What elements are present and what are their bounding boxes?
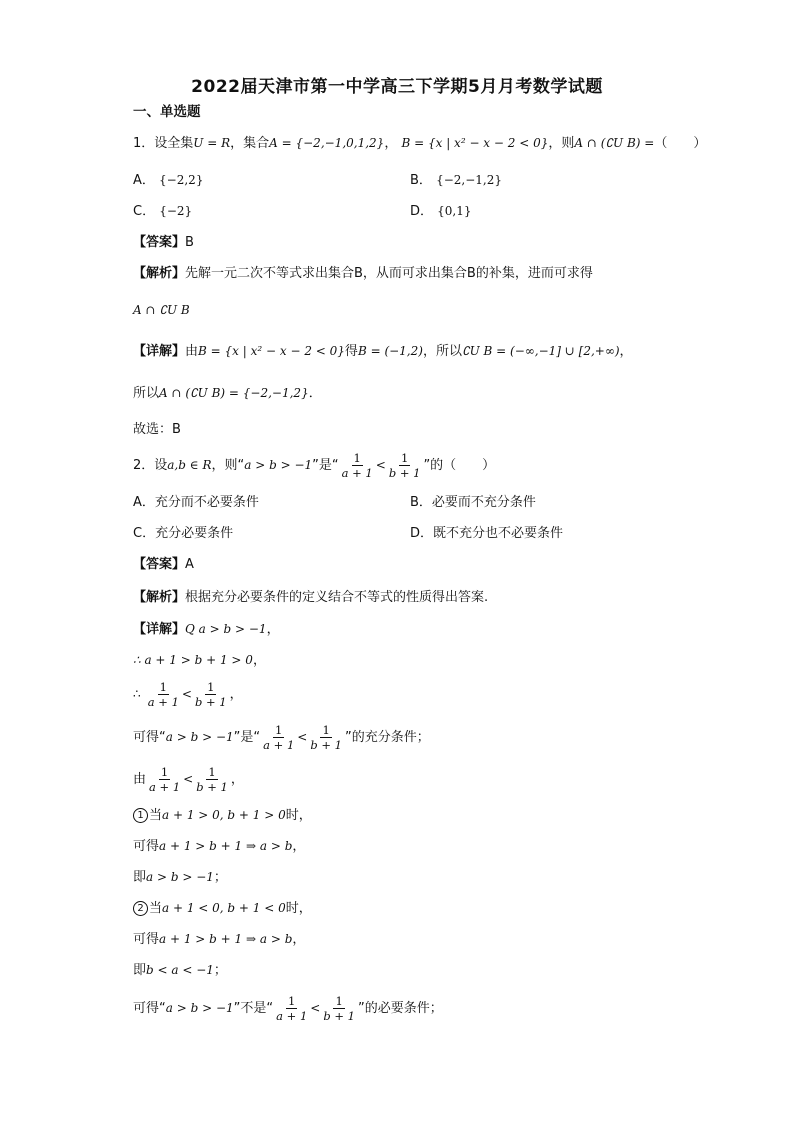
q2-detail-line1 xyxy=(133,620,280,639)
frac-num: 1 xyxy=(207,680,215,694)
detail-math: a + 1 < 0, b + 1 < 0 xyxy=(162,901,286,915)
q2-detail-line8 xyxy=(133,868,227,887)
detail-math: a + 1 > 0, b + 1 > 0 xyxy=(162,808,286,822)
detail-math: a > b > −1 xyxy=(165,730,234,744)
answer-tag: 【答案】 xyxy=(133,557,186,572)
detail-text: 时， xyxy=(285,901,312,916)
fraction xyxy=(194,765,230,794)
detail-math: a > b > −1 xyxy=(165,1001,234,1015)
q1-option-a xyxy=(133,171,203,190)
detail-math: a + 1 > b + 1 ⇒ a > b xyxy=(159,932,293,946)
q2-detail-line7 xyxy=(133,837,305,856)
option-label: C． xyxy=(133,204,156,219)
answer-tag: 【答案】 xyxy=(133,235,186,250)
option-label: A． xyxy=(133,173,155,188)
q1-analysis-cont xyxy=(133,301,190,320)
q2-detail-line10 xyxy=(133,930,305,949)
q2-text: ”是“ xyxy=(312,458,339,473)
q1-choose: 故选：B xyxy=(133,422,181,437)
q2-option-a: A．充分而不必要条件 xyxy=(133,495,259,510)
detail-text: ； xyxy=(213,963,227,978)
detail-text: ”是“ xyxy=(233,730,261,745)
q2-text: ，则“ xyxy=(211,458,245,473)
q2-detail-line2 xyxy=(133,651,266,670)
analysis-tag: 【解析】 xyxy=(133,266,186,281)
fraction xyxy=(274,994,309,1023)
detail-text: ； xyxy=(213,870,227,885)
detail-text: 当 xyxy=(149,901,163,916)
fraction xyxy=(261,723,296,752)
detail-text: 得 xyxy=(344,344,358,359)
frac-den: a + 1 xyxy=(149,780,181,794)
frac-den: b + 1 xyxy=(323,1009,355,1023)
fraction xyxy=(146,680,181,709)
detail-text: 可得“ xyxy=(133,1001,166,1016)
q1-detail-line2 xyxy=(133,384,322,403)
frac-num: 1 xyxy=(159,680,167,694)
detail-text: ， xyxy=(292,932,306,947)
q2-vars: a,b ∈ R xyxy=(167,458,212,472)
detail-text: 即 xyxy=(133,870,147,885)
detail-text: 当 xyxy=(149,808,163,823)
q2-option-b: B．必要而不充分条件 xyxy=(410,495,536,510)
detail-text: 所以 xyxy=(133,386,160,401)
detail-math: a + 1 > b + 1 ⇒ a > b xyxy=(159,839,293,853)
section-heading: 一、单选题 xyxy=(133,104,201,120)
frac-den: b + 1 xyxy=(310,738,342,752)
q2-answer xyxy=(133,556,194,574)
detail-math: B = {x | x² − x − 2 < 0} xyxy=(198,344,345,358)
q1-set-a: A = {−2,−1,0,1,2} xyxy=(269,136,385,150)
frac-den: b + 1 xyxy=(194,695,227,709)
q1-sep: ， xyxy=(384,136,398,151)
circled-number: 2 xyxy=(133,901,148,916)
option-value: {−2,2} xyxy=(159,173,204,187)
frac-num: 1 xyxy=(275,723,283,737)
frac-num: 1 xyxy=(400,451,409,465)
detail-text: ， xyxy=(230,772,244,787)
detail-math: Q a > b > −1 xyxy=(185,622,267,636)
fraction xyxy=(387,451,423,480)
detail-text: ， xyxy=(292,839,306,854)
fraction xyxy=(308,723,344,752)
q2-stem xyxy=(133,450,495,481)
fraction xyxy=(147,765,182,794)
detail-text: ，所以 xyxy=(422,344,462,359)
detail-text: 由 xyxy=(133,772,147,787)
detail-tag: 【详解】 xyxy=(133,622,186,637)
q2-analysis xyxy=(133,589,488,607)
fraction xyxy=(340,451,375,480)
answer-value: A xyxy=(185,557,194,572)
analysis-expression: A ∩ ∁U B xyxy=(133,303,190,317)
detail-text: 时， xyxy=(285,808,312,823)
answer-value: B xyxy=(185,235,194,250)
q2-detail-line4 xyxy=(133,722,430,753)
detail-math: a > b > −1 xyxy=(146,870,214,884)
option-value: {0,1} xyxy=(437,204,472,218)
q1-analysis xyxy=(133,265,593,283)
frac-den: a + 1 xyxy=(276,1009,308,1023)
less-than: < xyxy=(297,730,308,744)
q2-detail-line6 xyxy=(133,806,312,825)
detail-math: ∁U B = (−∞,−1] ∪ [2,+∞) xyxy=(461,344,620,358)
frac-num: 1 xyxy=(335,994,343,1008)
q1-number: 1．设全集 xyxy=(133,136,194,151)
frac-num: 1 xyxy=(208,765,216,779)
therefore-symbol: ∴ xyxy=(133,687,141,701)
frac-den: a + 1 xyxy=(147,695,179,709)
q2-detail-line12 xyxy=(133,993,443,1024)
detail-math: B = (−1,2) xyxy=(357,344,423,358)
q1-answer-blank: （ ） xyxy=(654,136,707,151)
analysis-text: 先解一元二次不等式求出集合B，从而可求出集合B的补集，进而可求得 xyxy=(185,266,593,281)
frac-den: b + 1 xyxy=(388,466,421,480)
frac-den: a + 1 xyxy=(263,738,295,752)
frac-num: 1 xyxy=(288,994,296,1008)
q2-option-d: D．既不充分也不必要条件 xyxy=(410,526,564,541)
q1-option-c xyxy=(133,202,192,221)
detail-text: ”的充分条件； xyxy=(344,730,430,745)
option-label: B． xyxy=(410,173,432,188)
q1-stem xyxy=(133,134,706,153)
q2-detail-line3 xyxy=(133,679,243,710)
q2-text: ”的（ ） xyxy=(423,458,496,473)
q1-option-d xyxy=(410,202,472,221)
frac-num: 1 xyxy=(353,451,361,465)
detail-text: ”不是“ xyxy=(233,1001,274,1016)
detail-text: ， xyxy=(252,653,266,668)
q1-universal-set: U = R xyxy=(193,136,231,150)
option-value: {−2} xyxy=(159,204,193,218)
frac-den: a + 1 xyxy=(341,466,373,480)
q2-number: 2．设 xyxy=(133,458,168,473)
option-label: D． xyxy=(410,204,434,219)
detail-math: ∴ a + 1 > b + 1 > 0 xyxy=(133,653,253,667)
q2-detail-line5 xyxy=(133,764,244,795)
detail-math: b < a < −1 xyxy=(146,963,214,977)
frac-den: b + 1 xyxy=(196,780,228,794)
q1-set-b: B = {x | x² − x − 2 < 0} xyxy=(401,136,549,150)
detail-text: ， xyxy=(619,344,633,359)
less-than: < xyxy=(375,458,386,472)
frac-num: 1 xyxy=(160,765,169,779)
circled-number: 1 xyxy=(133,808,148,823)
q1-expression: A ∩ (∁U B) = xyxy=(574,136,655,150)
detail-text: ”的必要条件； xyxy=(357,1001,443,1016)
q1-option-b xyxy=(410,171,502,190)
detail-text: 可得 xyxy=(133,839,160,854)
less-than: < xyxy=(183,772,194,786)
q2-condition: a > b > −1 xyxy=(244,458,313,472)
q2-option-c: C．充分必要条件 xyxy=(133,526,234,541)
q2-detail-line9 xyxy=(133,899,312,918)
detail-text: ， xyxy=(266,622,280,637)
fraction xyxy=(321,994,357,1023)
less-than: < xyxy=(310,1001,321,1015)
option-value: {−2,−1,2} xyxy=(436,173,502,187)
q2-detail-line11 xyxy=(133,961,227,980)
detail-tag: 【详解】 xyxy=(133,344,186,359)
q1-text: ，集合 xyxy=(230,136,270,151)
detail-text: 即 xyxy=(133,963,147,978)
fraction xyxy=(193,680,229,709)
detail-text: 可得“ xyxy=(133,730,166,745)
analysis-text: 根据充分必要条件的定义结合不等式的性质得出答案. xyxy=(185,590,489,605)
frac-num: 1 xyxy=(322,723,330,737)
detail-text: 由 xyxy=(185,344,199,359)
less-than: < xyxy=(181,687,192,701)
detail-text: 可得 xyxy=(133,932,160,947)
analysis-tag: 【解析】 xyxy=(133,590,186,605)
q1-text2: ，则 xyxy=(548,136,575,151)
q1-answer xyxy=(133,234,194,252)
detail-text: ． xyxy=(308,386,322,401)
detail-math: A ∩ (∁U B) = {−2,−1,2} xyxy=(159,386,309,400)
detail-text: ， xyxy=(229,687,243,702)
page-title: 2022届天津市第一中学高三下学期5月月考数学试题 xyxy=(191,77,603,97)
q1-detail-line1 xyxy=(133,342,633,361)
